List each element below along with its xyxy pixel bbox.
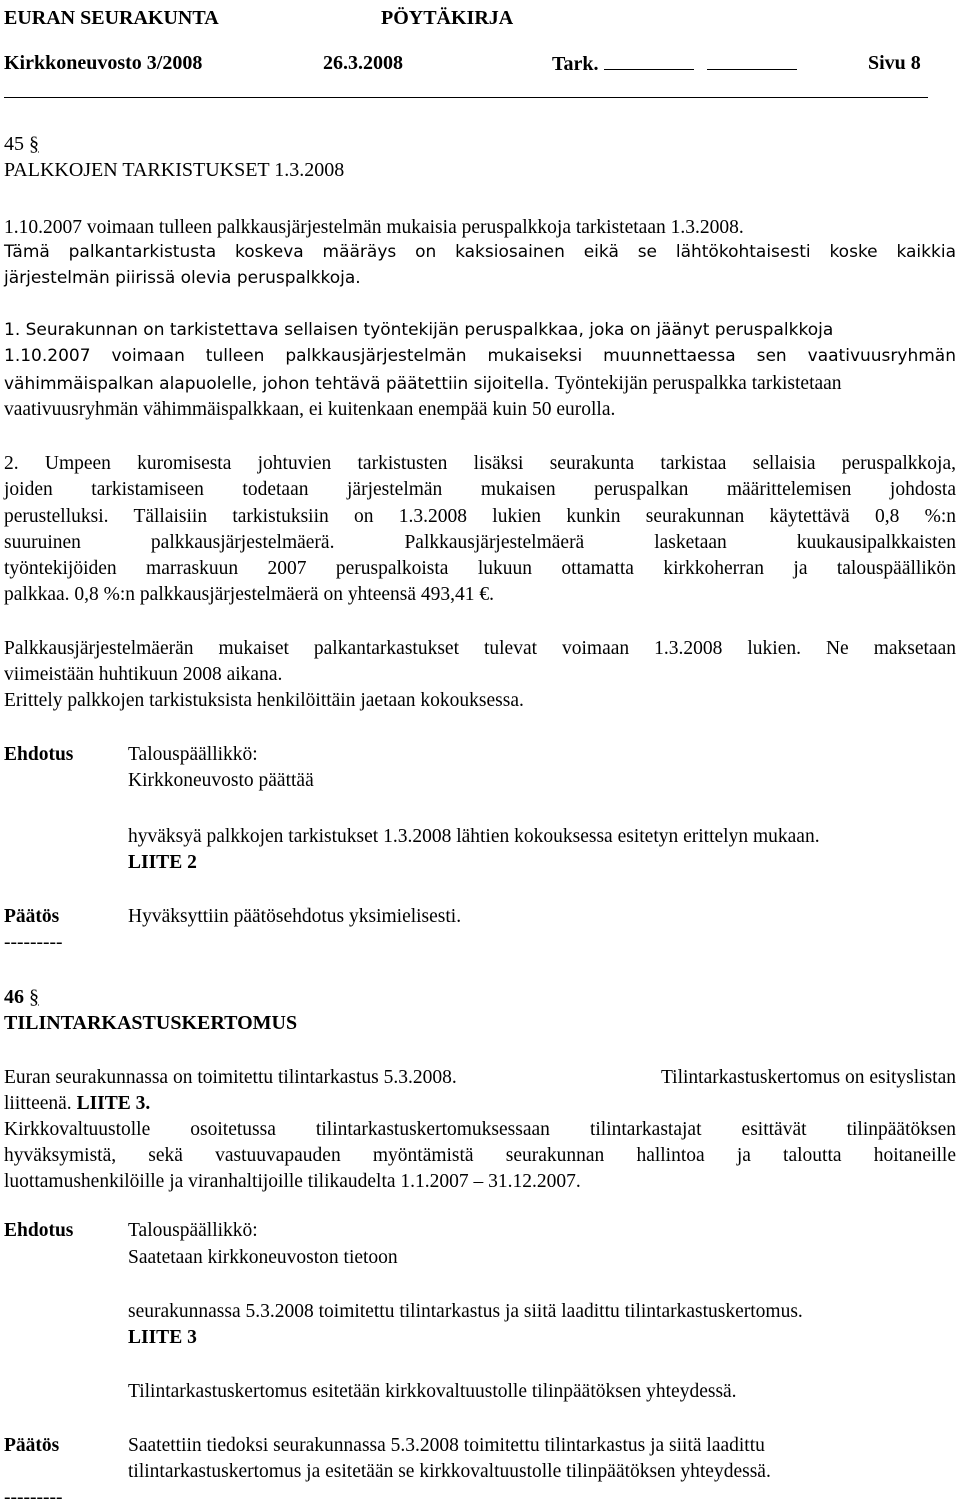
s46-paragraph-2-line-3: luottamushenkilöille ja viranhaltijoille tilikaudelta 1.1.2007 – 31.12.2007. (4, 1171, 581, 1192)
section-number: 46 (4, 986, 24, 1008)
s46-decision-line-2: tilintarkastuskertomus ja esitetään se kirkkovaltuustolle tilinpäätöksen yhteydessä. (128, 1461, 771, 1482)
s45-paragraph-1: 1.10.2007 voimaan tulleen palkkausjärjestelmän mukaisia peruspalkkoja tarkistetaan 1.3.2008. (4, 217, 744, 238)
section-number: 45 (4, 133, 24, 155)
header-check (552, 53, 797, 74)
s45-attachment: LIITE 2 (128, 852, 197, 873)
check-blank-2 (707, 53, 797, 70)
s46-p1-l2-a: liitteenä. (4, 1093, 72, 1114)
s45-paragraph-4-line-2: joiden tarkistamiseen todetaan järjestelmän mukaisen peruspalkan määrittelemisen johdosta (4, 479, 956, 500)
s46-proposal-line-3: Tilintarkastuskertomus esitetään kirkkovaltuustolle tilinpäätöksen yhteydessä. (128, 1381, 737, 1402)
s46-proposer: Talouspäällikkö: (128, 1220, 258, 1241)
section-46-title: TILINTARKASTUSKERTOMUS (4, 1012, 298, 1034)
header-doctype: PÖYTÄKIRJA (381, 7, 514, 29)
header-body: Kirkkoneuvosto 3/2008 (4, 52, 203, 74)
header-page: Sivu 8 (868, 52, 921, 74)
s45-paragraph-5-line-2: viimeistään huhtikuun 2008 aikana. (4, 664, 283, 685)
s45-decision-label: Päätös (4, 906, 60, 927)
s46-decision-label: Päätös (4, 1435, 60, 1456)
s46-paragraph-2-line-1: Kirkkovaltuustolle osoitetussa tilintarkastuskertomuksessaan tilintarkastajat esittävät tilinpäätöksen (4, 1119, 956, 1140)
s45-decision: Hyväksyttiin päätösehdotus yksimielisesti. (128, 906, 462, 927)
header-check-label: Tark. (552, 53, 599, 75)
s46-paragraph-1-line-2: liitteenä. LIITE 3. (4, 1093, 151, 1114)
header-date: 26.3.2008 (323, 52, 403, 74)
s46-paragraph-2-line-2: hyväksymistä, sekä vastuuvapauden myöntämistä seurakunnan hallintoa ja taloutta hoitaneille (4, 1145, 956, 1166)
s46-proposal-line-2: seurakunnassa 5.3.2008 toimitettu tilintarkastus ja siitä laadittu tilintarkastuskertomus. (128, 1301, 803, 1322)
s45-paragraph-3-line-3 (4, 374, 842, 394)
s46-proposal-line-1: Saatetaan kirkkoneuvoston tietoon (128, 1247, 398, 1268)
s45-dashes: --------- (4, 932, 63, 953)
check-blank-1 (604, 53, 694, 70)
s45-proposer: Talouspäällikkö: (128, 744, 258, 765)
s45-p3-l3-serif: Työntekijän peruspalkka tarkistetaan (554, 373, 842, 394)
section-45-title: PALKKOJEN TARKISTUKSET 1.3.2008 (4, 159, 345, 181)
header-org: EURAN SEURAKUNTA (4, 7, 219, 29)
s46-dashes: --------- (4, 1487, 63, 1508)
s45-paragraph-5-line-3: Erittely palkkojen tarkistuksista henkilöittäin jaetaan kokouksessa. (4, 690, 524, 711)
s46-decision-line-1: Saatettiin tiedoksi seurakunnassa 5.3.2008 toimitettu tilintarkastus ja siitä laadittu (128, 1435, 765, 1456)
s45-paragraph-3-line-1: 1. Seurakunnan on tarkistettava sellaisen työntekijän peruspalkkaa, joka on jäänyt peruspalkkoja (4, 320, 834, 340)
section-sign: § (29, 133, 39, 155)
s45-paragraph-2-line-2: järjestelmän piirissä olevia peruspalkkoja. (4, 268, 361, 288)
s45-paragraph-4-line-6: palkkaa. 0,8 %:n palkkausjärjestelmäerä on yhteensä 493,41 €. (4, 584, 495, 605)
s45-paragraph-5-line-1: Palkkausjärjestelmäerän mukaiset palkantarkastukset tulevat voimaan 1.3.2008 lukien. Ne maksetaan (4, 638, 956, 659)
section-46-number (4, 987, 39, 1007)
header-rule (4, 97, 928, 98)
s45-paragraph-4-line-3: perustelluksi. Tällaisiin tarkistuksiin on 1.3.2008 lukien kunkin seurakunnan käytettävä 0,8 %:n (4, 506, 956, 527)
s45-paragraph-4-line-1: 2. Umpeen kuromisesta johtuvien tarkistusten lisäksi seurakunta tarkistaa sellaisia peruspalkkoja, (4, 453, 956, 474)
s46-p1-l1-a: Euran seurakunnassa on toimitettu tilintarkastus 5.3.2008. (4, 1067, 457, 1088)
s45-paragraph-3-line-2: 1.10.2007 voimaan tulleen palkkausjärjestelmän mukaiseksi muunnettaessa sen vaativuusryhmän (4, 346, 956, 366)
s46-attachment: LIITE 3 (128, 1327, 197, 1348)
s46-proposal-label: Ehdotus (4, 1220, 74, 1241)
s46-p1-l2-b: LIITE 3 (76, 1093, 146, 1114)
s45-proposal-line-1: Kirkkoneuvosto päättää (128, 770, 314, 791)
s45-p3-l3-sans: vähimmäispalkan alapuolelle, johon tehtävä päätettiin sijoitella. (4, 374, 550, 394)
s45-paragraph-4-line-4: suuruinen palkkausjärjestelmäerä. Palkkausjärjestelmäerä lasketaan kuukausipalkkaisten (4, 532, 956, 553)
section-45-number (4, 134, 39, 154)
s45-proposal-line-2: hyväksyä palkkojen tarkistukset 1.3.2008 lähtien kokouksessa esitetyn erittelyn mukaan. (128, 826, 820, 847)
s45-paragraph-4-line-5: työntekijöiden marraskuun 2007 peruspalkoista lukuun ottamatta kirkkoherran ja talouspäällikön (4, 558, 956, 579)
s46-paragraph-1-line-1 (4, 1068, 956, 1088)
s46-p1-l1-b: Tilintarkastuskertomus on esityslistan (660, 1067, 956, 1088)
s45-paragraph-2-line-1: Tämä palkantarkistusta koskeva määräys on kaksiosainen eikä se lähtökohtaisesti koske kaikkia (4, 242, 956, 262)
s45-paragraph-3-line-4: vaativuusryhmän vähimmäispalkkaan, ei kuitenkaan enempää kuin 50 eurolla. (4, 399, 616, 420)
section-sign: § (29, 986, 39, 1008)
s45-proposal-label: Ehdotus (4, 744, 74, 765)
